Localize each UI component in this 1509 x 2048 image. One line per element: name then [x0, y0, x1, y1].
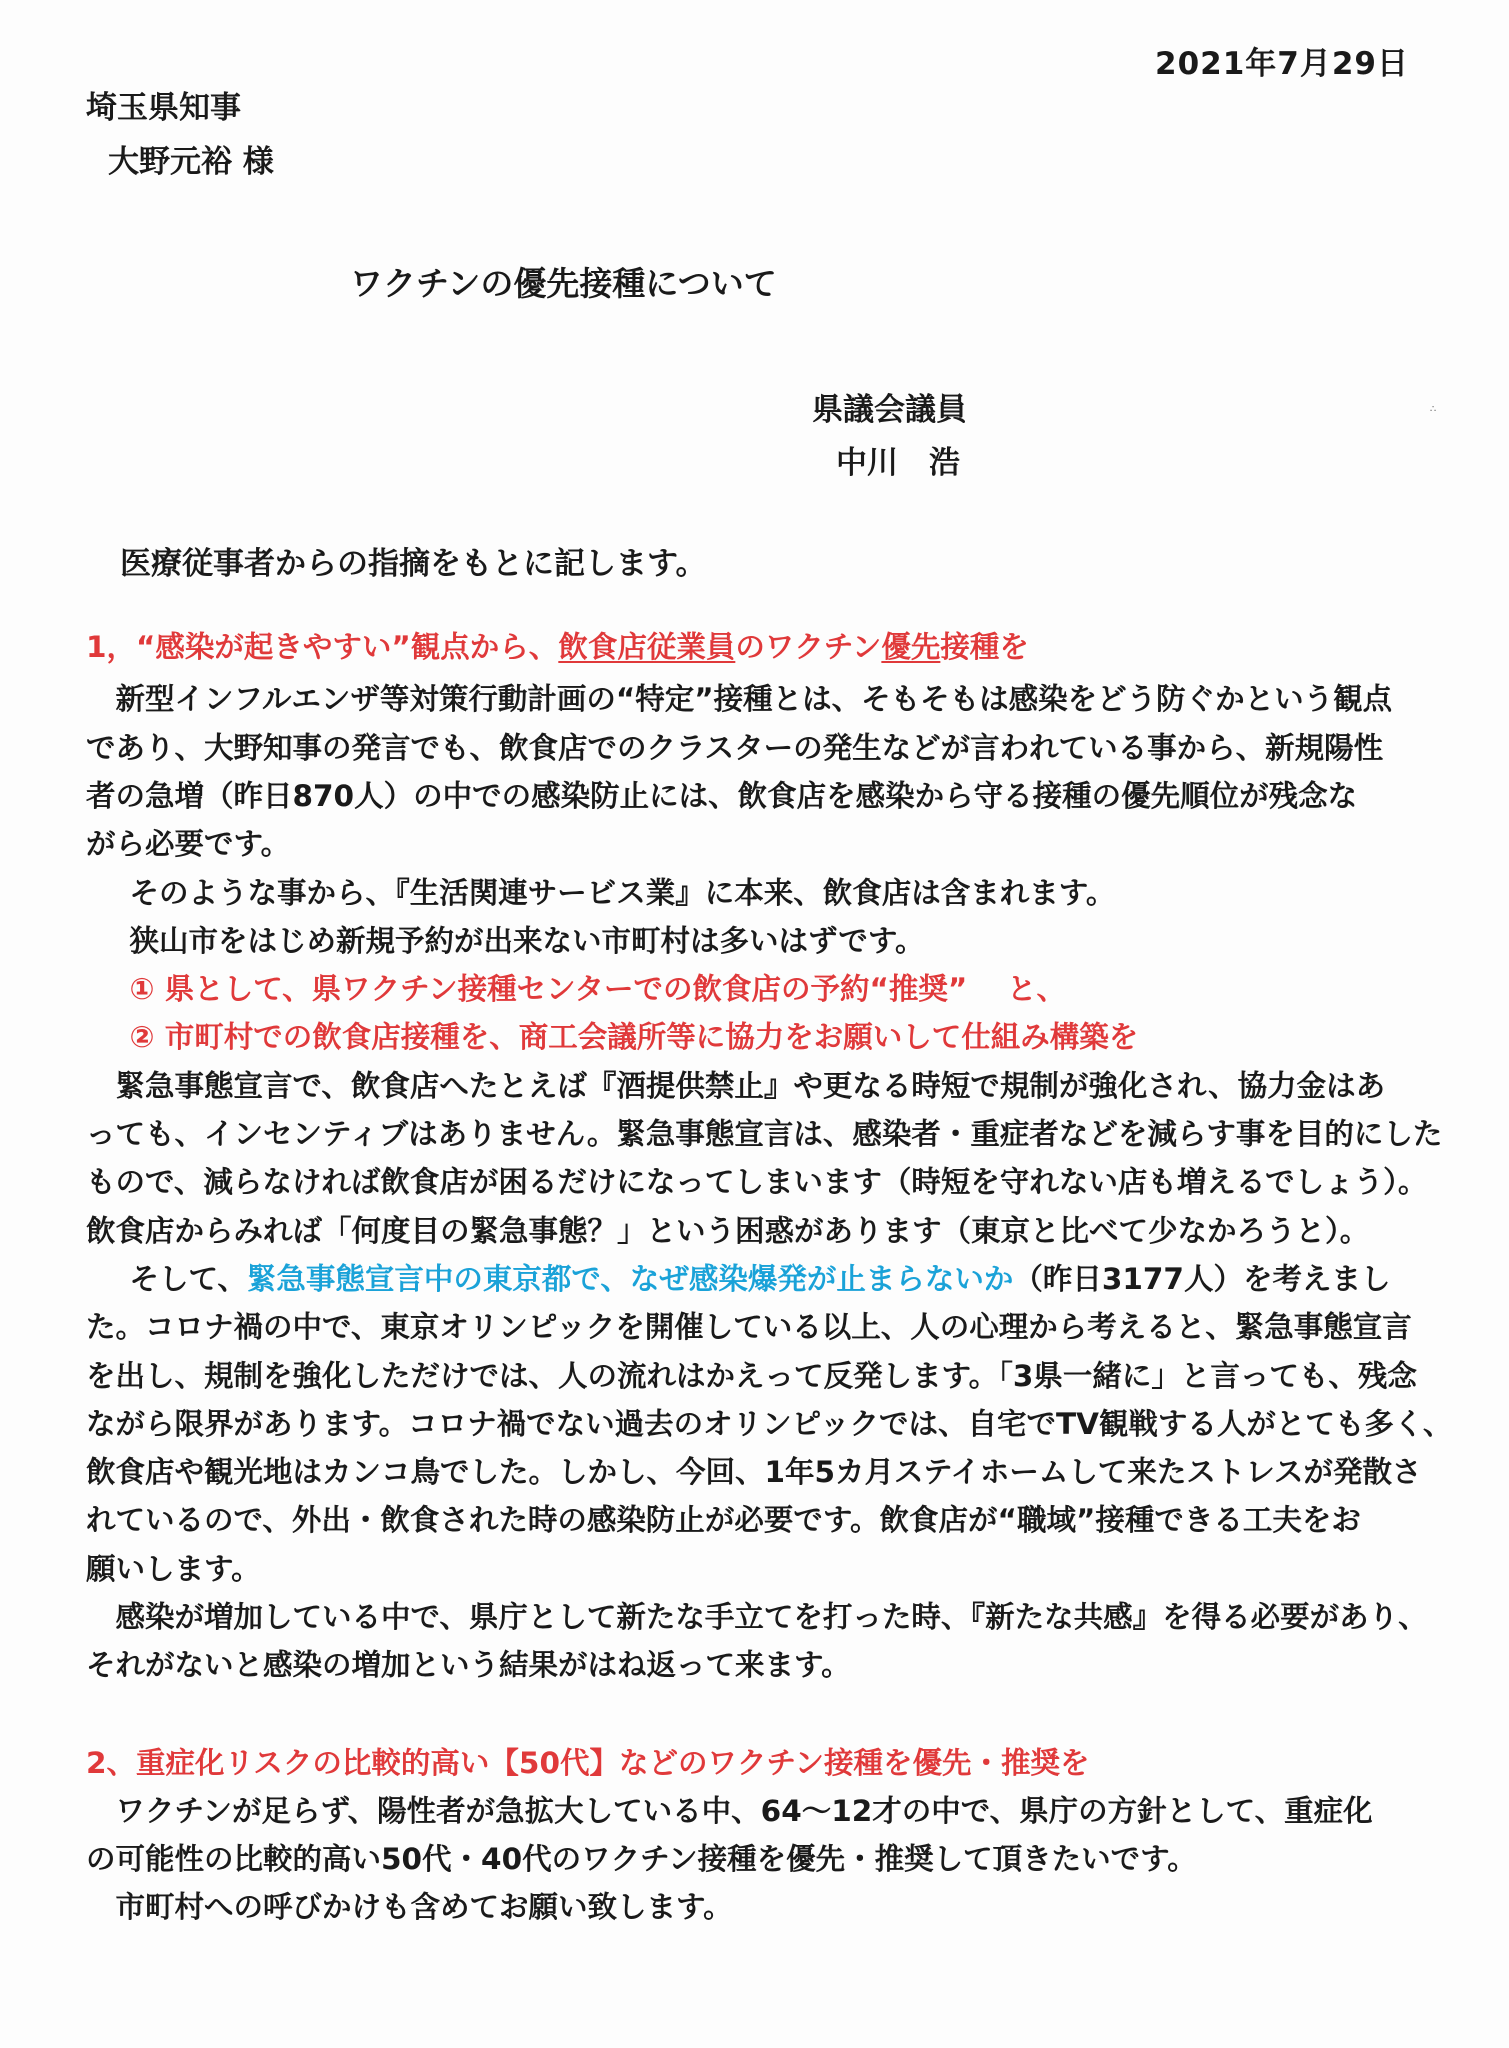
- section1-p6-line: を出し、規制を強化しただけでは、人の流れはかえって反発します。「3県一緒に」と言っても、残念: [86, 1359, 1417, 1393]
- section1-p1-line: 者の急増（昨日870人）の中での感染防止には、飲食店を感染から守る接種の優先順位が残念な: [86, 779, 1358, 813]
- section1-p4-line: もので、減らなければ飲食店が困るだけになってしまいます（時短を守れない店も増えるでしょう）。: [86, 1165, 1428, 1199]
- section1-heading-underlined-employees: 飲食店従業員: [558, 630, 736, 664]
- section1-heading: [86, 630, 1029, 665]
- section2-heading: 2、重症化リスクの比較的高い【50代】などのワクチン接種を優先・推奨を: [86, 1746, 1090, 1780]
- section1-p5-part-a: そして、: [100, 1262, 247, 1296]
- scan-speck: ∴: [1430, 404, 1437, 415]
- section1-p3: 狭山市をはじめ新規予約が出来ない市町村は多いはずです。: [100, 924, 925, 958]
- recipient-title: 埼玉県知事: [86, 90, 241, 126]
- section1-p5-blue-emphasis: 緊急事態宣言中の東京都で、なぜ感染爆発が止まらないか: [246, 1262, 1014, 1296]
- section1-p6-line: ながら限界があります。コロナ禍でない過去のオリンピックでは、自宅でTV観戦する人がとても多く、: [86, 1407, 1453, 1441]
- section1-item1: ① 県として、県ワクチン接種センターでの飲食店の予約“推奨” と、: [100, 972, 1067, 1006]
- section1-p6-line: れているので、外出・飲食された時の感染防止が必要です。飲食店が“職域”接種できる工夫をお: [86, 1503, 1361, 1537]
- section1-heading-part-a: 1，“感染が起きやすい”観点から、: [86, 630, 559, 664]
- section2-p1-line: ワクチンが足らず、陽性者が急拡大している中、64～12才の中で、県庁の方針として、重症化: [86, 1794, 1373, 1828]
- section1-p7-line: 感染が増加している中で、県庁として新たな手立てを打った時、『新たな共感』を得る必要があり、: [86, 1600, 1428, 1634]
- section1-p4-line: っても、インセンティブはありません。緊急事態宣言は、感染者・重症者などを減らす事を目的にした: [86, 1117, 1443, 1151]
- section1-p1-line: であり、大野知事の発言でも、飲食店でのクラスターの発生などが言われている事から、新規陽性: [86, 731, 1384, 765]
- recipient-name: 大野元裕 様: [108, 144, 274, 180]
- section1-p6-line: た。コロナ禍の中で、東京オリンピックを開催している以上、人の心理から考えると、緊急事態宣言: [86, 1310, 1412, 1344]
- section1-p5-part-c: （昨日3177人）を考えまし: [1013, 1262, 1391, 1296]
- section1-p1-line: 新型インフルエンザ等対策行動計画の“特定”接種とは、そもそもは感染をどう防ぐかという観点: [86, 682, 1393, 716]
- intro-text: 医療従事者からの指摘をもとに記します。: [120, 546, 707, 582]
- section1-heading-part-e: 接種を: [940, 630, 1029, 664]
- section1-p4-line: 飲食店からみれば「何度目の緊急事態？」という困惑があります（東京と比べて少なかろうと）。: [86, 1214, 1370, 1248]
- section1-item2: ② 市町村での飲食店接種を、商工会議所等に協力をお願いして仕組み構築を: [100, 1020, 1139, 1054]
- section1-heading-part-c: のワクチン: [735, 630, 882, 664]
- section1-p6-line: 飲食店や観光地はカンコ鳥でした。しかし、今回、1年5カ月ステイホームして来たストレスが発散さ: [86, 1455, 1422, 1489]
- section1-p1-line: がら必要です。: [86, 827, 291, 861]
- section1-p6-line: 願いします。: [86, 1552, 261, 1586]
- section1-p2: そのような事から、『生活関連サービス業』に本来、飲食店は含まれます。: [100, 876, 1116, 910]
- sender-name: 中川 浩: [836, 445, 960, 481]
- section2-p2: 市町村への呼びかけも含めてお願い致します。: [86, 1890, 733, 1924]
- section2-p1-line: の可能性の比較的高い50代・40代のワクチン接種を優先・推奨して頂きたいです。: [86, 1842, 1197, 1876]
- sender-role: 県議会議員: [812, 392, 967, 428]
- section1-heading-underlined-priority: 優先: [881, 630, 941, 664]
- section1-p5: [100, 1262, 1390, 1297]
- section1-p4-line: 緊急事態宣言で、飲食店へたとえば『酒提供禁止』や更なる時短で規制が強化され、協力金はあ: [86, 1069, 1386, 1103]
- letter-title: ワクチンの優先接種について: [350, 264, 777, 303]
- letter-date: 2021年7月29日: [1155, 46, 1409, 82]
- section1-p7-line: それがないと感染の増加という結果がはね返って来ます。: [86, 1648, 851, 1682]
